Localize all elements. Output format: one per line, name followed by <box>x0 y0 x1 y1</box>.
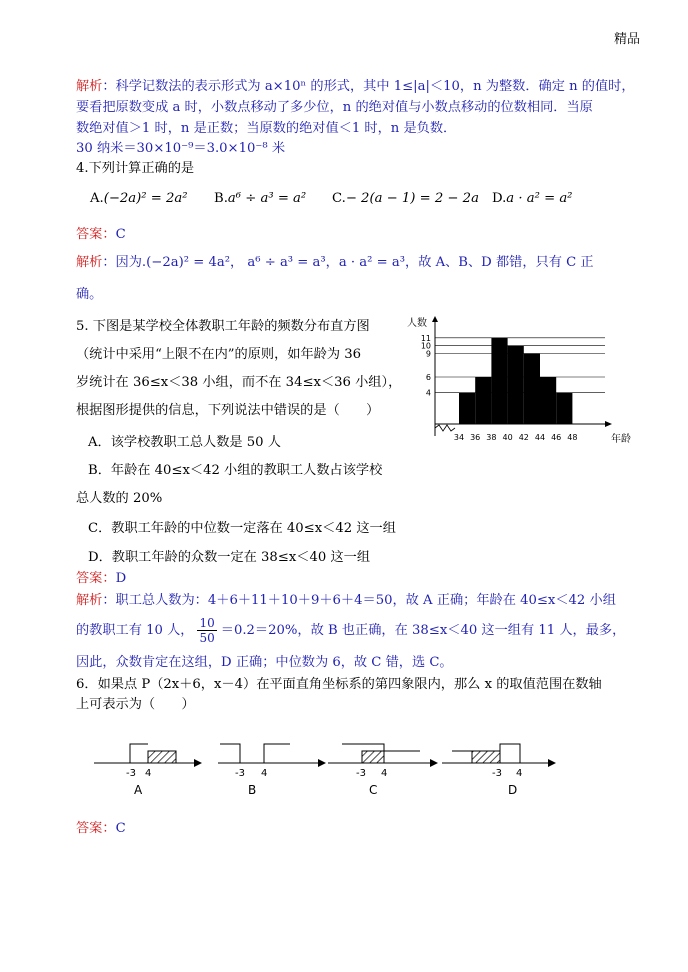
y-tick-label: 11 <box>420 333 431 343</box>
q5-option-b: B．年龄在 40≤x＜42 小组的教职工人数占该学校 <box>88 463 383 478</box>
svg-text:4: 4 <box>145 768 152 779</box>
q5-analysis-line-3: 因此，众数肯定在这组，D 正确；中位数为 6，故 C 错，选 C。 <box>76 655 453 670</box>
x-axis-arrow <box>605 421 612 427</box>
q4-title: 4.下列计算正确的是 <box>76 161 195 176</box>
y-tick-label: 6 <box>425 373 431 382</box>
q5-answer: 答案：D <box>76 571 127 586</box>
prev-analysis-line-3: 数绝对值＞1 时，n 是正数；当原数的绝对值＜1 时，n 是负数． <box>76 121 457 136</box>
number-line-c <box>328 744 438 797</box>
number-line-a <box>94 744 202 797</box>
svg-text:-3: -3 <box>235 768 245 779</box>
svg-text:B: B <box>248 783 257 797</box>
x-tick-label: 34 <box>453 433 465 442</box>
bar <box>556 393 572 424</box>
q5-option-b-cont: 总人数的 20% <box>76 491 163 506</box>
header-tag: 精品 <box>613 32 640 47</box>
q4-analysis-line-1: 解析：因为.(−2a)² = 4a²， a⁶ ÷ a³ = a³，a · a² = a³，故 A、B、D 都错，只有 C 正 <box>76 255 594 270</box>
age-histogram <box>405 312 635 462</box>
bar <box>491 338 507 424</box>
y-axis-label: 人数 <box>407 318 427 329</box>
svg-text:4: 4 <box>381 768 388 779</box>
q5-option-d: D．教职工年龄的众数一定在 38≤x＜40 这一组 <box>88 550 371 565</box>
svg-text:4: 4 <box>261 768 268 779</box>
bar <box>540 377 556 424</box>
x-tick-label: 46 <box>551 433 562 442</box>
bar <box>475 377 491 424</box>
x-tick-label: 44 <box>534 433 546 442</box>
svg-text:4: 4 <box>516 768 523 779</box>
y-tick-label: 9 <box>425 349 431 359</box>
prev-analysis-line-2: 要看把原数变成 a 时，小数点移动了多少位，n 的绝对值与小数点移动的位数相同．当原 <box>76 100 593 115</box>
svg-text:-3: -3 <box>356 768 366 779</box>
q5-line-1: 5. 下图是某学校全体教职工年龄的频数分布直方图 <box>76 319 370 334</box>
q4-analysis-line-2: 确。 <box>76 287 103 302</box>
x-tick-label: 36 <box>470 433 481 442</box>
q4-option-c: C.− 2(a − 1) = 2 − 2a <box>332 191 479 206</box>
q4-option-a: A.(−2a)² = 2a² <box>90 191 188 206</box>
prev-analysis-line-4: 30 纳米＝30×10⁻⁹＝3.0×10⁻⁸ 米 <box>76 141 286 156</box>
svg-text:D: D <box>508 783 518 797</box>
x-tick-label: 48 <box>567 433 578 442</box>
q5-analysis-line-1: 解析：职工总人数为：4＋6＋11＋10＋9＋6＋4＝50，故 A 正确；年龄在 40≤x＜42 小组 <box>76 593 616 608</box>
x-tick-label: 40 <box>502 433 513 442</box>
q6-line-2: 上可表示为（ ） <box>76 697 195 712</box>
q5-line-3: 岁统计在 36≤x＜38 小组，而不在 34≤x＜36 小组）， <box>76 375 402 390</box>
number-line-d <box>442 744 556 797</box>
prev-analysis-line-1: 解析：科学记数法的表示形式为 a×10ⁿ 的形式，其中 1≤|a|＜10，n 为整数．确定 n 的值时， <box>76 79 635 94</box>
q6-line-1: 6．如果点 P（2x＋6，x－4）在平面直角坐标系的第四象限内，那么 x 的取值范围在数轴 <box>76 677 602 692</box>
q4-answer: 答案：C <box>76 227 126 242</box>
y-tick-label: 10 <box>420 341 431 351</box>
number-line-b <box>218 744 326 797</box>
q5-option-a: A．该学校教职工总人数是 50 人 <box>88 435 281 450</box>
prev-analysis-label: 解析 <box>76 79 103 94</box>
q5-line-4: 根据图形提供的信息，下列说法中错误的是（ ） <box>76 403 380 418</box>
x-tick-label: 38 <box>486 433 497 442</box>
q5-line-2: （统计中采用“上限不在内”的原则，如年龄为 36 <box>76 347 362 362</box>
fraction: $\frac{10}{50}$ <box>199 616 215 645</box>
number-line-options <box>90 738 570 808</box>
x-axis-label: 年龄 <box>611 434 631 445</box>
q4-option-d: D.a · a² = a² <box>492 191 573 206</box>
y-tick-label: 4 <box>425 388 431 398</box>
svg-text:-3: -3 <box>492 768 502 779</box>
svg-text:-3: -3 <box>126 768 136 779</box>
axis-break <box>435 425 455 431</box>
q5-option-c: C．教职工年龄的中位数一定落在 40≤x＜42 这一组 <box>88 521 396 536</box>
x-tick-label: 42 <box>518 433 529 442</box>
bar <box>508 346 524 424</box>
q4-option-b: B.a⁶ ÷ a³ = a² <box>214 191 307 206</box>
y-axis-arrow <box>432 316 438 322</box>
q5-analysis-line-2: 的教职工有 10 人， $\frac{10}{50}$ ＝0.2＝20%，故 B 也正确，在 38≤x＜40 这一组有 11 人，最多， <box>76 616 626 645</box>
bar <box>459 393 475 424</box>
svg-text:A: A <box>134 783 143 797</box>
svg-text:C: C <box>369 783 378 797</box>
q6-answer: 答案：C <box>76 821 126 836</box>
bar <box>524 354 540 425</box>
